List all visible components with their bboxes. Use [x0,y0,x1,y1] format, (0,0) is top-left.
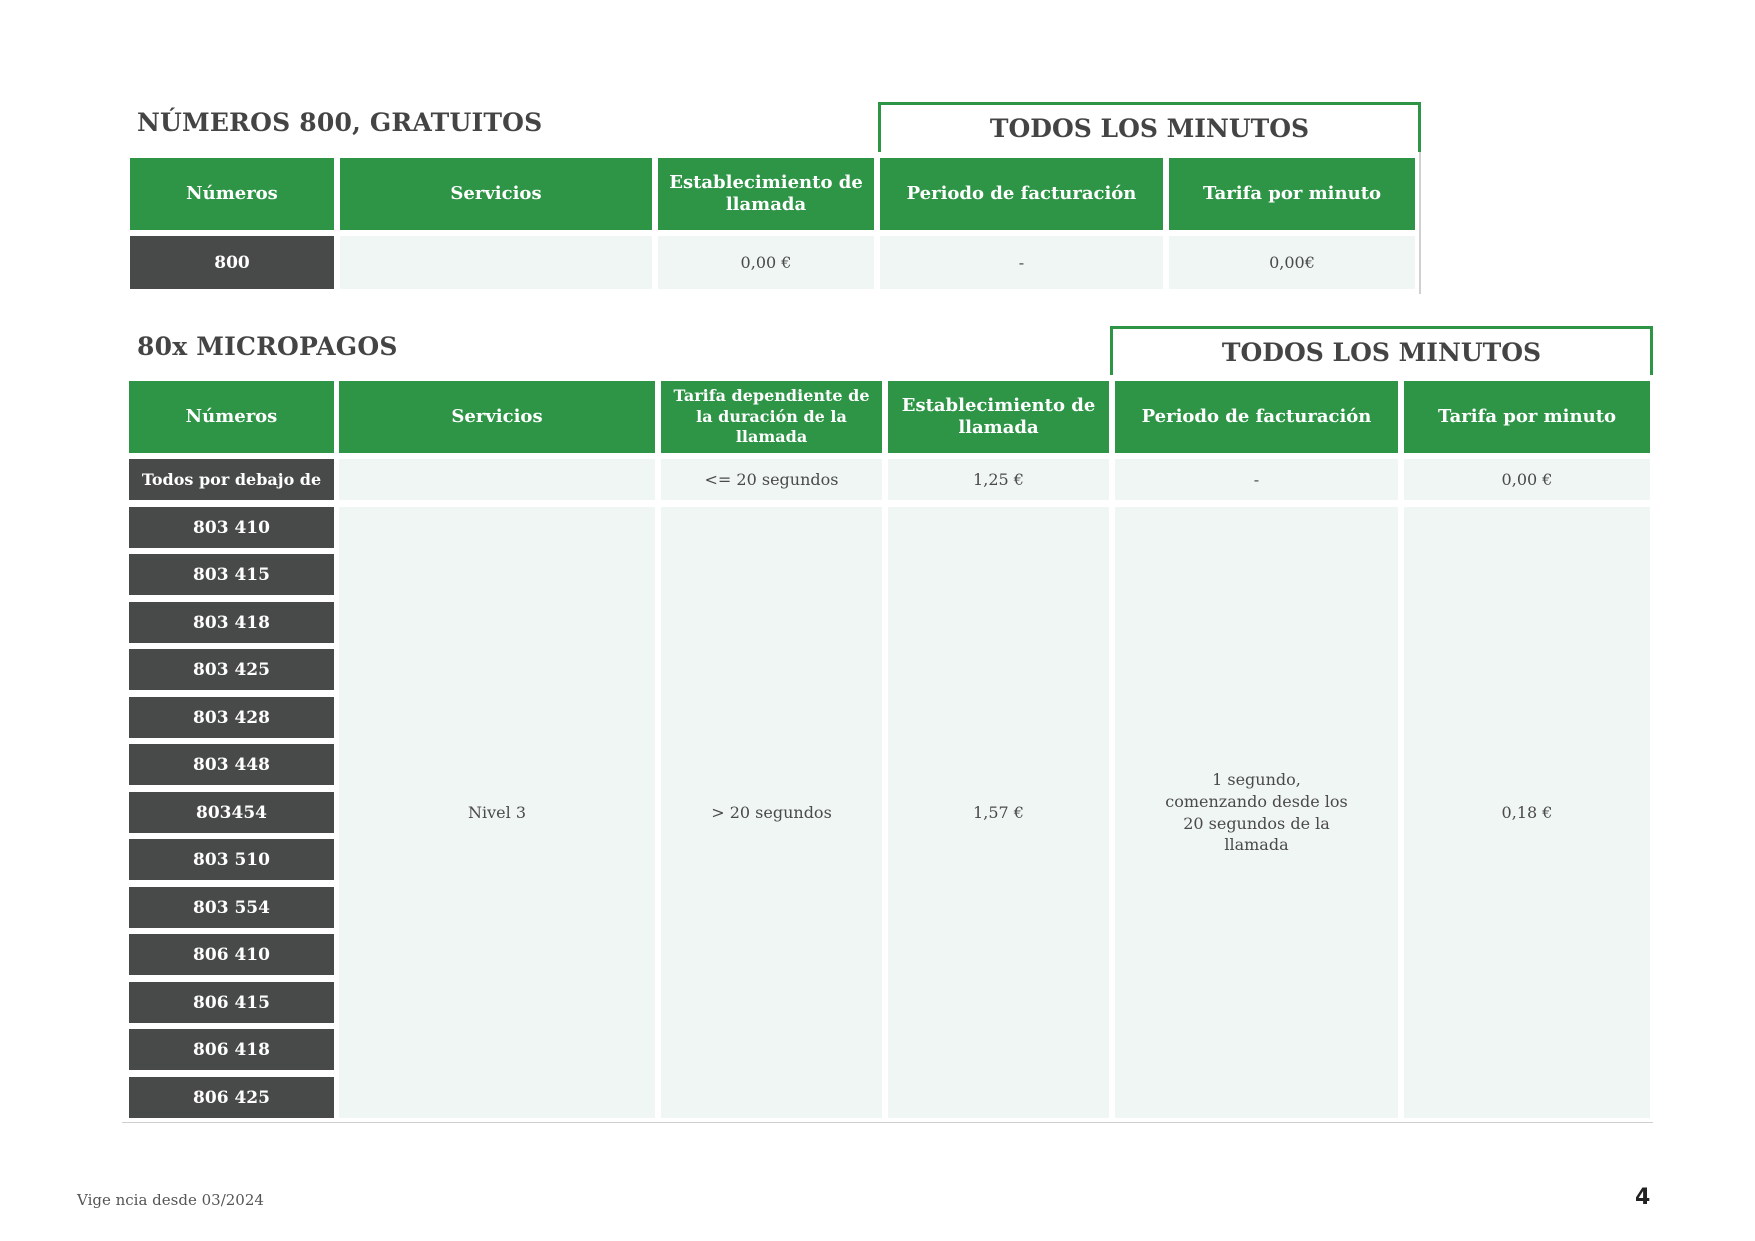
merged-duracion: > 20 segundos [661,507,882,1118]
table1-header-periodo: Periodo de facturación [880,158,1163,230]
number-cell: 803 410 [129,507,334,548]
table2-title: 80x MICROPAGOS [137,332,398,361]
table2-header-numeros: Números [129,381,334,453]
table1-header-numeros: Números [130,158,334,230]
table2-header-tarifa: Tarifa por minuto [1404,381,1650,453]
number-cell: 803 418 [129,602,334,643]
table1-header-tarifa: Tarifa por minuto [1169,158,1415,230]
number-cell: 803 448 [129,744,334,785]
table1-right-border [1419,152,1421,294]
table2-header-periodo: Periodo de facturación [1115,381,1398,453]
table1-header-establecimiento: Establecimiento de llamada [658,158,874,230]
number-cell: 803 428 [129,697,334,738]
table2-header-duracion: Tarifa dependiente de la duración de la llamada [661,381,882,453]
number-cell: 806 418 [129,1029,334,1070]
table2-first-row-tarifa: 0,00 € [1404,459,1650,500]
table2-first-row-numero: Todos por debajo de [129,459,334,500]
merged-servicios: Nivel 3 [339,507,655,1118]
number-cell: 806 410 [129,934,334,975]
number-cell: 803 425 [129,649,334,690]
table1-title: NÚMEROS 800, GRATUITOS [137,108,543,137]
table2-header-establecimiento: Establecimiento de llamada [888,381,1109,453]
table2-first-row-duracion: <= 20 segundos [661,459,882,500]
page-number: 4 [1635,1185,1651,1210]
table1-header-servicios: Servicios [340,158,652,230]
number-cell: 806 425 [129,1077,334,1118]
table2-first-row-establecimiento: 1,25 € [888,459,1109,500]
table1-row-servicios [340,236,652,289]
number-cell: 806 415 [129,982,334,1023]
merged-tarifa: 0,18 € [1404,507,1650,1118]
table2-bottom-rule [122,1122,1653,1123]
merged-periodo: 1 segundo, comenzando desde los 20 segundos de la llamada [1115,507,1398,1118]
table1-banner: TODOS LOS MINUTOS [878,102,1421,152]
table2-header-servicios: Servicios [339,381,655,453]
table1-row-establecimiento: 0,00 € [658,236,874,289]
footer-vigencia: Vige ncia desde 03/2024 [77,1191,264,1209]
number-cell: 803 554 [129,887,334,928]
number-cell: 803454 [129,792,334,833]
table2-first-row-servicios [339,459,655,500]
number-cell: 803 510 [129,839,334,880]
table1-row-periodo: - [880,236,1163,289]
table1-row-numero: 800 [130,236,334,289]
table2-banner: TODOS LOS MINUTOS [1110,326,1653,375]
number-cell: 803 415 [129,554,334,595]
merged-establecimiento: 1,57 € [888,507,1109,1118]
table2-first-row-periodo: - [1115,459,1398,500]
table1-row-tarifa: 0,00€ [1169,236,1415,289]
